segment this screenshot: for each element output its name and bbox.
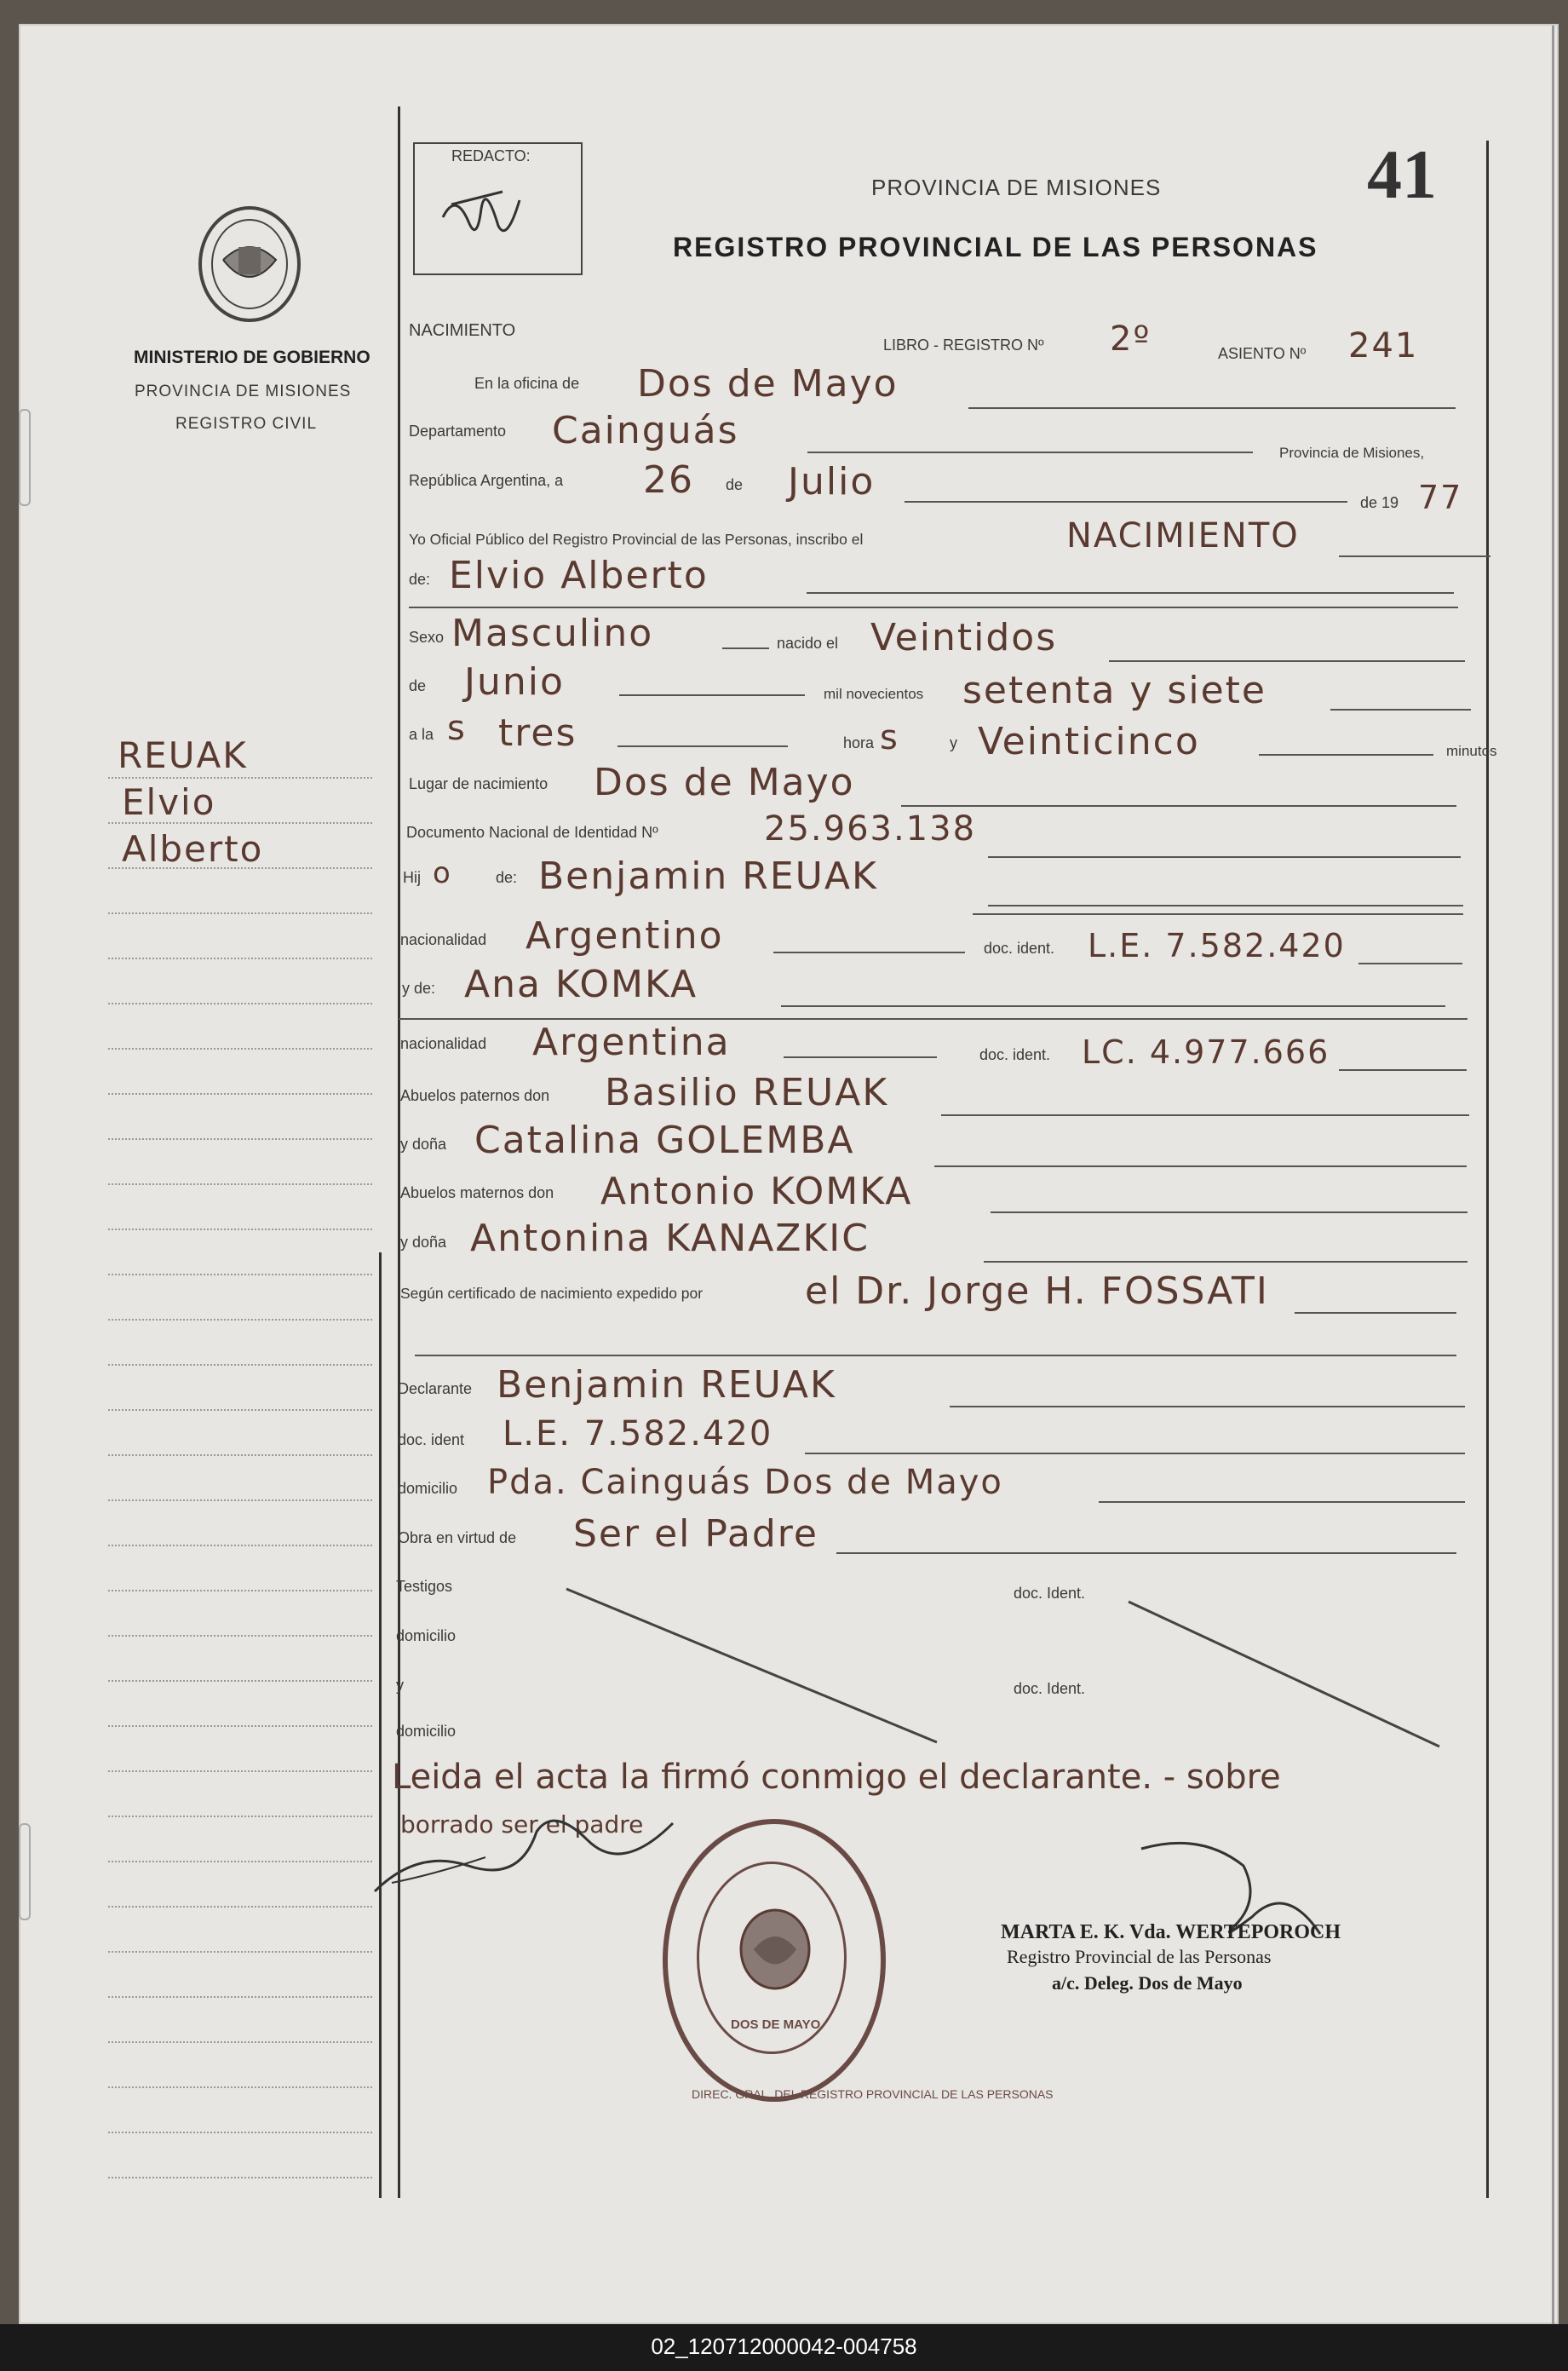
abuelos-maternos-label: Abuelos maternos don bbox=[400, 1184, 554, 1201]
rule bbox=[1099, 1501, 1465, 1503]
margin-dotted-line bbox=[108, 1454, 372, 1456]
docid-label-1: doc. ident. bbox=[984, 940, 1055, 957]
filename-label: 02_120712000042-004758 bbox=[651, 2334, 917, 2359]
nacido-value: Veintidos bbox=[870, 616, 1058, 659]
margin-dotted-line bbox=[108, 1003, 372, 1004]
hijo-de-label: de: bbox=[496, 869, 518, 886]
milnov-value: setenta y siete bbox=[962, 669, 1266, 712]
margin-dotted-line bbox=[108, 1499, 372, 1501]
rule bbox=[950, 1406, 1465, 1407]
provincia-misiones-label: Provincia de Misiones, bbox=[1279, 445, 1425, 461]
sexo-label: Sexo bbox=[409, 629, 445, 646]
declarante-value: Benjamin REUAK bbox=[497, 1363, 836, 1407]
mes2-value: Junio bbox=[464, 660, 565, 704]
leida-text: Leida el acta la firmó conmigo el declarante. - sobre bbox=[392, 1758, 1281, 1797]
docident-label-3: doc. ident bbox=[398, 1431, 465, 1448]
docident-value-3: L.E. 7.582.420 bbox=[503, 1414, 773, 1453]
stamp-ring-text: DIREC. GRAL. DEL REGISTRO PROVINCIAL DE LAS PERSONAS bbox=[692, 2087, 1054, 2101]
libro-label: LIBRO - REGISTRO Nº bbox=[883, 337, 1044, 354]
lugar-label: Lugar de nacimiento bbox=[409, 775, 549, 792]
rule bbox=[722, 647, 769, 649]
margin-dotted-line bbox=[108, 1906, 372, 1908]
margin-dotted-line bbox=[108, 912, 372, 914]
rule bbox=[973, 913, 1463, 915]
page-edge-line bbox=[1552, 26, 1554, 2326]
rule bbox=[617, 745, 788, 747]
hijo-o: o bbox=[433, 856, 452, 890]
sexo-value: Masculino bbox=[451, 612, 654, 655]
rule bbox=[781, 1005, 1445, 1007]
hijo-label: Hij bbox=[403, 869, 421, 886]
certificado-label: Según certificado de nacimiento expedido por bbox=[400, 1285, 704, 1302]
abuelos-paternos-value: Basilio REUAK bbox=[605, 1071, 889, 1114]
abuelos-maternos-value: Antonio KOMKA bbox=[600, 1170, 913, 1213]
margin-dotted-line bbox=[108, 1183, 372, 1185]
margin-dotted-line bbox=[108, 1590, 372, 1591]
rule bbox=[1295, 1312, 1456, 1314]
nacionalidad-value-1: Argentino bbox=[526, 914, 724, 958]
margin-dotted-line bbox=[108, 1951, 372, 1953]
margin-dotted-line bbox=[108, 1635, 372, 1637]
margin-surname: REUAK bbox=[118, 734, 248, 776]
nacionalidad-label-2: nacionalidad bbox=[400, 1035, 487, 1052]
oficina-label: En la oficina de bbox=[474, 375, 580, 392]
coat-of-arms-icon bbox=[189, 200, 310, 328]
horas-s: s bbox=[880, 718, 899, 757]
docid-value-2: LC. 4.977.666 bbox=[1082, 1033, 1330, 1071]
margin-dotted-line bbox=[108, 1816, 372, 1817]
binding-hole bbox=[19, 409, 31, 506]
asiento-value: 241 bbox=[1348, 326, 1419, 365]
nombre-value: Elvio Alberto bbox=[449, 554, 709, 597]
margin-dotted-line bbox=[108, 2086, 372, 2088]
alas-label: a la bbox=[409, 726, 434, 743]
docident-label-5: doc. Ident. bbox=[1014, 1680, 1086, 1697]
rule bbox=[399, 1018, 1467, 1020]
horas-value: tres bbox=[498, 711, 577, 755]
anio-label: de 19 bbox=[1360, 494, 1399, 511]
minutos-value: Veinticinco bbox=[978, 720, 1200, 763]
testigos-strikeout bbox=[562, 1585, 1448, 1755]
page-number: 41 bbox=[1367, 135, 1437, 213]
oficina-value: Dos de Mayo bbox=[637, 362, 899, 406]
rule bbox=[941, 1114, 1469, 1116]
margin-dotted-line bbox=[108, 1409, 372, 1411]
margin-dotted-line bbox=[108, 822, 372, 824]
margin-dotted-line bbox=[108, 1138, 372, 1140]
rule bbox=[784, 1056, 937, 1058]
minutos-label: minutos bbox=[1446, 743, 1497, 759]
rule bbox=[619, 694, 805, 696]
rule bbox=[984, 1261, 1467, 1263]
horas-label: hora bbox=[843, 734, 875, 751]
margin-dotted-line bbox=[108, 1996, 372, 1998]
domicilio-label: domicilio bbox=[398, 1480, 458, 1497]
official-name: MARTA E. K. Vda. WERTEPOROCH bbox=[1001, 1921, 1341, 1943]
rule bbox=[1109, 660, 1465, 662]
mes-value: Julio bbox=[788, 460, 876, 504]
registro-header: REGISTRO PROVINCIAL DE LAS PERSONAS bbox=[673, 232, 1318, 262]
departamento-value: Cainguás bbox=[552, 409, 739, 452]
margin-firstname: Elvio bbox=[122, 781, 216, 823]
inscribo-value: NACIMIENTO bbox=[1066, 516, 1300, 555]
margin-dotted-line bbox=[108, 1680, 372, 1682]
rule bbox=[805, 1453, 1465, 1454]
margin-dotted-line bbox=[108, 1861, 372, 1862]
rule bbox=[905, 501, 1347, 503]
nacionalidad-label-1: nacionalidad bbox=[400, 931, 487, 948]
provincia-header: PROVINCIA DE MISIONES bbox=[871, 175, 1162, 200]
rule bbox=[968, 407, 1456, 409]
rule bbox=[773, 952, 965, 953]
margin-dotted-line bbox=[108, 1545, 372, 1546]
margin-dotted-line bbox=[108, 777, 372, 779]
official-deleg: a/c. Deleg. Dos de Mayo bbox=[1052, 1972, 1243, 1994]
de-label: de: bbox=[409, 571, 431, 588]
redacto-label: REDACTO: bbox=[451, 147, 531, 164]
testigos-label: Testigos bbox=[396, 1578, 453, 1595]
inner-margin-line bbox=[379, 1252, 382, 2198]
margin-dotted-line bbox=[108, 1364, 372, 1366]
rule bbox=[1358, 963, 1462, 964]
madre-value: Ana KOMKA bbox=[464, 963, 698, 1006]
republica-label: República Argentina, a bbox=[409, 472, 564, 489]
rule bbox=[988, 905, 1463, 906]
rule bbox=[807, 592, 1454, 594]
libro-value: 2º bbox=[1110, 319, 1152, 359]
anio-value: 77 bbox=[1418, 479, 1463, 516]
de-label-2: de bbox=[409, 677, 427, 694]
yde-label: y de: bbox=[402, 980, 436, 997]
margin-dotted-line bbox=[108, 1770, 372, 1772]
y-label-2: y bbox=[396, 1677, 404, 1694]
rule bbox=[1339, 1069, 1467, 1071]
margin-dotted-line bbox=[108, 2041, 372, 2043]
rule bbox=[1339, 555, 1490, 557]
abuela-paterna-value: Catalina GOLEMBA bbox=[474, 1119, 855, 1162]
margin-dotted-line bbox=[108, 958, 372, 959]
rule bbox=[807, 452, 1253, 453]
rule bbox=[1259, 754, 1433, 756]
docident-label-4: doc. Ident. bbox=[1014, 1585, 1086, 1602]
nacimiento-label: NACIMIENTO bbox=[409, 321, 516, 340]
rule bbox=[836, 1552, 1456, 1554]
obra-value: Ser el Padre bbox=[573, 1512, 818, 1556]
margin-dotted-line bbox=[108, 1274, 372, 1275]
borrado-text: borrado ser el padre bbox=[400, 1810, 644, 1839]
rule bbox=[934, 1165, 1467, 1167]
margin-dotted-line bbox=[108, 2177, 372, 2178]
margin-dotted-line bbox=[108, 1725, 372, 1727]
stamp-inner-text: DOS DE MAYO bbox=[731, 2017, 821, 2032]
dni-label: Documento Nacional de Identidad Nº bbox=[406, 824, 658, 841]
binding-hole bbox=[19, 1823, 31, 1920]
registro-civil-label: REGISTRO CIVIL bbox=[175, 415, 318, 433]
domicilio-label-3: domicilio bbox=[396, 1723, 457, 1740]
domicilio-label-2: domicilio bbox=[396, 1627, 457, 1644]
margin-dotted-line bbox=[108, 2132, 372, 2133]
obra-label: Obra en virtud de bbox=[398, 1529, 517, 1546]
docid-label-2: doc. ident. bbox=[979, 1046, 1051, 1063]
margin-dotted-line bbox=[108, 1229, 372, 1230]
dia-value: 26 bbox=[643, 458, 694, 502]
margin-middlename: Alberto bbox=[122, 828, 264, 870]
declarante-signature bbox=[366, 1798, 690, 1900]
rule bbox=[901, 805, 1456, 807]
ydona-label-2: y doña bbox=[400, 1234, 447, 1251]
de-label-1: de bbox=[726, 476, 744, 493]
dni-value: 25.963.138 bbox=[764, 809, 977, 849]
ydona-label-1: y doña bbox=[400, 1136, 447, 1153]
margin-dotted-line bbox=[108, 1093, 372, 1095]
rule bbox=[988, 856, 1461, 858]
margin-dotted-line bbox=[108, 867, 372, 869]
declarante-label: Declarante bbox=[398, 1380, 473, 1397]
rule bbox=[409, 607, 1458, 608]
milnov-label: mil novecientos bbox=[824, 686, 924, 702]
official-role: Registro Provincial de las Personas bbox=[1007, 1946, 1272, 1967]
lugar-value: Dos de Mayo bbox=[594, 761, 855, 804]
margin-dotted-line bbox=[108, 1048, 372, 1050]
stamp-emblem-icon bbox=[737, 1907, 813, 1992]
margin-dotted-line bbox=[108, 1319, 372, 1321]
ministerio-label: MINISTERIO DE GOBIERNO bbox=[134, 348, 370, 367]
abuela-materna-value: Antonina KANAZKIC bbox=[470, 1217, 870, 1260]
rule bbox=[991, 1211, 1467, 1213]
departamento-label: Departamento bbox=[409, 423, 507, 440]
right-margin-line bbox=[1486, 141, 1489, 2198]
rule bbox=[415, 1355, 1456, 1356]
oficial-label: Yo Oficial Público del Registro Provincial de las Personas, inscribo el bbox=[409, 531, 864, 548]
alas-s: s bbox=[447, 709, 467, 748]
nacionalidad-value-2: Argentina bbox=[532, 1021, 731, 1064]
redacto-initials bbox=[434, 175, 528, 256]
rule bbox=[1330, 709, 1471, 711]
asiento-label: ASIENTO Nº bbox=[1218, 345, 1307, 362]
nacido-label: nacido el bbox=[777, 635, 839, 652]
certificado-value: el Dr. Jorge H. FOSSATI bbox=[805, 1269, 1269, 1313]
abuelos-paternos-label: Abuelos paternos don bbox=[400, 1087, 550, 1104]
padre-value: Benjamin REUAK bbox=[538, 855, 878, 898]
y-label: y bbox=[950, 734, 957, 751]
domicilio-value: Pda. Cainguás Dos de Mayo bbox=[487, 1463, 1003, 1502]
docid-value-1: L.E. 7.582.420 bbox=[1088, 927, 1346, 964]
provincia-label: PROVINCIA DE MISIONES bbox=[135, 383, 352, 400]
